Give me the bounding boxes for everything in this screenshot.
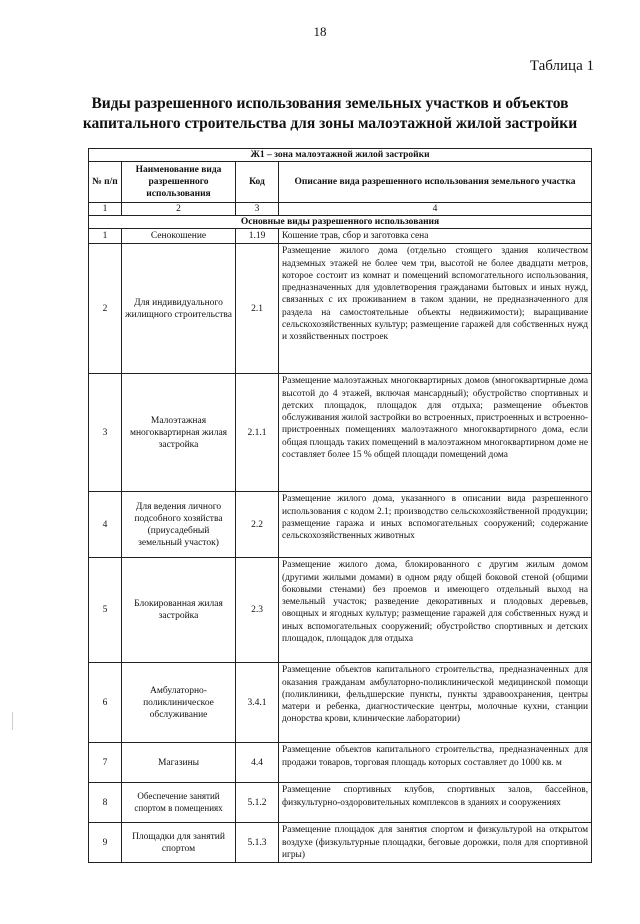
column-number: 1 [89, 203, 122, 216]
header-code: Код [236, 162, 279, 203]
column-number-row [89, 203, 592, 216]
document-title: Виды разрешенного использования земельных участков и объектов капитального строительства для зоны малоэтажной жилой застройки [82, 95, 578, 132]
use-code: 5.1.3 [236, 823, 279, 863]
use-description: Размещение площадок для занятия спортом и физкультурой на открытом воздухе (физкультурные площадки, беговые дорожки, поля для спортивной игры) [279, 823, 592, 863]
scan-margin-mark [12, 712, 13, 730]
row-number: 7 [89, 743, 122, 783]
use-name: Обеспечение занятий спортом в помещениях [122, 783, 236, 823]
row-number: 2 [89, 244, 122, 374]
header-row [89, 162, 592, 203]
table-row [89, 743, 592, 783]
use-code: 1.19 [236, 229, 279, 244]
use-code: 2.1 [236, 244, 279, 374]
use-description: Размещение спортивных клубов, спортивных залов, бассейнов, физкультурно-оздоровительных комплексов в зданиях и сооружениях [279, 783, 592, 823]
row-number: 1 [89, 229, 122, 244]
use-code: 2.1.1 [236, 374, 279, 492]
section-title: Основные виды разрешенного использования [89, 216, 592, 229]
header-name: Наименование вида разрешенного использования [122, 162, 236, 203]
column-number: 3 [236, 203, 279, 216]
section-title-row [89, 216, 592, 229]
zone-title-row [89, 149, 592, 162]
table-row [89, 823, 592, 863]
table-row [89, 783, 592, 823]
row-number: 4 [89, 492, 122, 558]
table-row [89, 558, 592, 663]
use-code: 2.2 [236, 492, 279, 558]
table-row [89, 244, 592, 374]
row-number: 6 [89, 663, 122, 743]
table-row [89, 374, 592, 492]
use-description: Размещение малоэтажных многоквартирных домов (многоквартирные дома высотой до 4 этажей, включая мансардный); обустройство спортивных и детских площадок, площадок для отдыха; размещение объектов обслуживания жилой застройки во встроенных, пристроенных и встроенно-пристроенных помещениях малоэтажного многоквартирного дома, если общая площадь таких помещений в малоэтажном многоквартирном доме не составляет более 15 % общей площади помещений дома [279, 374, 592, 492]
use-description: Размещение жилого дома (отдельно стоящего здания количеством надземных этажей не более чем три, высотой не более двадцати метров, которое состоит из комнат и помещений вспомогательного использования, предназначенных для удовлетворения гражданами бытовых и иных нужд, связанных с их проживанием в таком здании, не предназначенного для раздела на самостоятельные объекты недвижимости); выращивание сельскохозяйственных культур; размещение гаражей для собственных нужд и хозяйственных построек [279, 244, 592, 374]
row-number: 9 [89, 823, 122, 863]
row-number: 3 [89, 374, 122, 492]
table-label: Таблица 1 [529, 58, 594, 74]
use-name: Площадки для занятий спортом [122, 823, 236, 863]
use-name: Для ведения личного подсобного хозяйства (приусадебный земельный участок) [122, 492, 236, 558]
use-description: Размещение объектов капитального строительства, предназначенных для оказания гражданам амбулаторно-поликлинической медицинской помощи (поликлиники, фельдшерские пункты, пункты здравоохранения, центры матери и ребенка, диагностические центры, молочные кухни, станции донорства крови, клинические лаборатории) [279, 663, 592, 743]
table-row [89, 492, 592, 558]
column-number: 2 [122, 203, 236, 216]
use-code: 4.4 [236, 743, 279, 783]
use-code: 3.4.1 [236, 663, 279, 743]
table-row [89, 229, 592, 244]
use-description: Размещение жилого дома, указанного в описании вида разрешенного использования с кодом 2.1; производство сельскохозяйственной продукции; размещение гаража и иных вспомогательных сооружений; содержание сельскохозяйственных животных [279, 492, 592, 558]
table-row [89, 663, 592, 743]
column-number: 4 [279, 203, 592, 216]
use-name: Амбулаторно-поликлиническое обслуживание [122, 663, 236, 743]
use-name: Блокированная жилая застройка [122, 558, 236, 663]
row-number: 8 [89, 783, 122, 823]
use-code: 5.1.2 [236, 783, 279, 823]
row-number: 5 [89, 558, 122, 663]
use-name: Сенокошение [122, 229, 236, 244]
zone-title: Ж1 – зона малоэтажной жилой застройки [89, 149, 592, 162]
header-desc: Описание вида разрешенного использования земельного участка [279, 162, 592, 203]
use-name: Магазины [122, 743, 236, 783]
land-use-table [88, 148, 592, 863]
page-number: 18 [313, 24, 327, 39]
use-description: Размещение жилого дома, блокированного с другим жилым домом (другими жилыми домами) в одном ряду общей боковой стеной (общими боковыми стенами) без проемов и имеющего отдельный выход на земельный участок; разведение декоративных и плодовых деревьев, овощных и ягодных культур; размещение гаражей для собственных нужд и иных вспомогательных сооружений; обустройство спортивных и детских площадок, площадок для отдыха [279, 558, 592, 663]
use-code: 2.3 [236, 558, 279, 663]
use-description: Размещение объектов капитального строительства, предназначенных для продажи товаров, торговая площадь которых составляет до 1000 кв. м [279, 743, 592, 783]
use-name: Для индивидуального жилищного строительства [122, 244, 236, 374]
use-name: Малоэтажная многоквартирная жилая застройка [122, 374, 236, 492]
use-description: Кошение трав, сбор и заготовка сена [279, 229, 592, 244]
header-num: № п/п [89, 162, 122, 203]
